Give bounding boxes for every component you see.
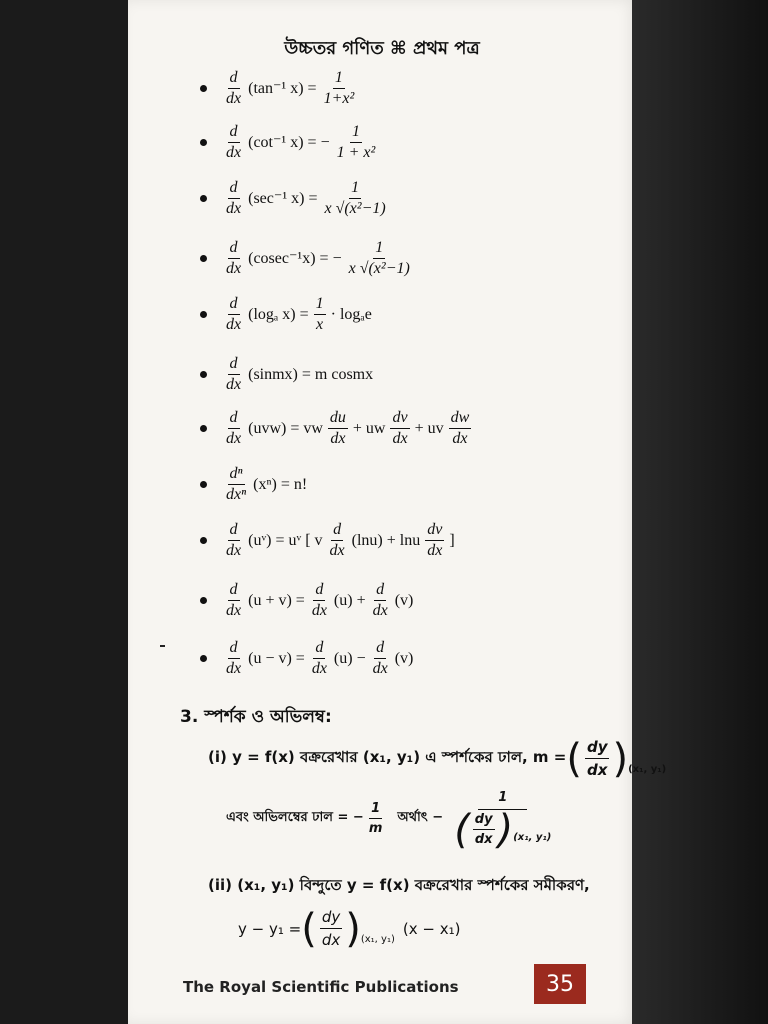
fraction-denominator: dx	[226, 90, 242, 107]
derivative-formula	[200, 582, 415, 619]
fraction-numerator: d	[228, 70, 240, 89]
normal-slope-text: এবং অভিলম্বের ঢাল = −	[226, 810, 364, 825]
paren-left: (	[454, 806, 470, 853]
equation-lhs: y − y₁ =	[238, 919, 302, 938]
paren-right: )	[497, 806, 514, 853]
fraction-numerator: d	[228, 296, 240, 315]
fraction	[224, 180, 243, 217]
fraction	[224, 640, 243, 677]
normal-slope-mid-text: অর্থাৎ −	[397, 810, 444, 825]
fraction	[310, 582, 329, 619]
formula-expression: · logₐe	[330, 305, 372, 323]
fraction-denominator: dx	[452, 430, 468, 447]
fraction	[224, 240, 243, 277]
fraction	[347, 240, 412, 277]
fraction-denominator: dx	[226, 260, 242, 277]
bullet-icon	[200, 481, 207, 488]
bullet-icon	[200, 139, 207, 146]
page-header: উচ্চতর গণিত ⌘ প্রথম পত্র	[284, 38, 480, 59]
page-number: 35	[534, 964, 586, 1004]
fraction-numerator: 1	[314, 296, 326, 315]
fraction-denominator: dxⁿ	[226, 486, 247, 503]
fraction-numerator: d	[313, 582, 325, 601]
normal-fraction	[367, 801, 385, 836]
fraction	[224, 70, 243, 107]
derivative-formula	[200, 466, 309, 503]
fraction-denominator: dx	[226, 660, 242, 677]
bullet-icon	[200, 425, 207, 432]
fraction	[390, 410, 409, 447]
fraction-numerator: dw	[449, 410, 472, 429]
evaluation-point: (x₁, y₁)	[513, 832, 552, 843]
fraction	[224, 410, 243, 447]
derivative-formula	[200, 296, 374, 333]
derivative-formula	[200, 180, 391, 217]
fraction-numerator: dy	[585, 738, 610, 759]
formula-expression: (tan⁻¹ x) =	[248, 79, 317, 97]
formula-sign: −	[332, 249, 342, 267]
bullet-icon	[200, 537, 207, 544]
fraction-denominator: dx	[474, 832, 493, 847]
formula-expression: (u) −	[333, 649, 366, 667]
fraction	[224, 582, 243, 619]
fraction-numerator: d	[374, 640, 386, 659]
derivative-formula	[200, 522, 457, 559]
formula-expression: (u) +	[333, 591, 366, 609]
fraction-numerator: d	[228, 410, 240, 429]
fraction-numerator: 1	[373, 240, 385, 259]
bullet-icon	[200, 655, 207, 662]
fraction	[310, 640, 329, 677]
fraction-numerator: 1	[349, 180, 361, 199]
derivative-formula	[200, 240, 415, 277]
normal-slope-line	[226, 790, 556, 853]
fraction-denominator: dx	[226, 602, 242, 619]
formula-expression: (u + v) =	[248, 591, 305, 609]
fraction	[328, 410, 348, 447]
fraction-denominator: x	[316, 316, 324, 333]
fraction	[449, 410, 472, 447]
fraction-denominator: dx	[329, 542, 345, 559]
formula-expression: ]	[449, 531, 455, 549]
fraction-numerator: dⁿ	[228, 466, 245, 485]
formula-expression: (lnu) + lnu	[351, 531, 421, 549]
fraction-denominator: dx	[311, 602, 327, 619]
stray-mark	[160, 645, 165, 647]
fraction-numerator: d	[228, 240, 240, 259]
section-3-heading: 3. স্পর্শক ও অভিলম্ব:	[180, 707, 332, 727]
bullet-icon	[200, 371, 207, 378]
fraction-denominator: dx	[311, 660, 327, 677]
fraction-numerator: 1	[478, 790, 527, 810]
fraction-numerator: d	[228, 582, 240, 601]
fraction-denominator: dx	[226, 316, 242, 333]
equation-rhs: (x − x₁)	[402, 919, 461, 938]
fraction	[224, 466, 248, 503]
publisher-name: The Royal Scientific Publications	[183, 978, 459, 996]
formula-expression: (cosec⁻¹x) =	[248, 249, 329, 267]
fraction-numerator: dy	[320, 908, 342, 929]
formula-expression: (xⁿ) = n!	[253, 475, 308, 493]
derivative-formula	[200, 640, 415, 677]
formula-expression: + uv	[414, 419, 444, 437]
fraction	[224, 124, 243, 161]
paren-right: )	[612, 735, 629, 782]
bullet-icon	[200, 195, 207, 202]
fraction-denominator: x √(x²−1)	[348, 260, 410, 277]
paren-right: )	[345, 905, 361, 952]
fraction-numerator: 1	[333, 70, 345, 89]
evaluation-point: (x₁, y₁)	[360, 934, 395, 945]
equation-fraction	[320, 908, 342, 949]
formula-expression: (v)	[394, 591, 414, 609]
formula-expression: (uᵛ) = uᵛ [ v	[248, 531, 323, 549]
evaluation-point: (x₁, y₁)	[628, 764, 667, 775]
fraction	[224, 296, 243, 333]
fraction-denominator: dx	[226, 542, 242, 559]
tangent-slope-fraction	[585, 738, 610, 779]
fraction-denominator: dx	[372, 602, 388, 619]
fraction-numerator: dy	[473, 812, 495, 830]
fraction	[335, 124, 378, 161]
dark-background	[632, 0, 768, 1024]
fraction	[371, 582, 390, 619]
formula-expression: (sec⁻¹ x) =	[248, 189, 318, 207]
fraction-numerator: d	[228, 356, 240, 375]
bullet-icon	[200, 255, 207, 262]
bullet-icon	[200, 311, 207, 318]
fraction	[371, 640, 390, 677]
fraction-denominator: dx	[226, 200, 242, 217]
fraction-numerator: d	[313, 640, 325, 659]
normal-reciprocal-fraction	[452, 790, 553, 853]
fraction-denominator: x √(x²−1)	[324, 200, 386, 217]
fraction-numerator: du	[328, 410, 348, 429]
fraction-denominator: dx	[226, 430, 242, 447]
fraction-denominator: dx	[321, 931, 341, 949]
derivative-formula	[200, 70, 359, 107]
formula-expression: (sinmx) = m cosmx	[248, 365, 374, 383]
fraction	[322, 180, 387, 217]
fraction-numerator: d	[374, 582, 386, 601]
fraction-numerator: 1	[369, 801, 382, 819]
derivative-formula	[200, 356, 375, 393]
fraction	[322, 70, 357, 107]
tangent-equation	[238, 905, 461, 952]
formula-expression: (cot⁻¹ x) =	[248, 133, 317, 151]
fraction-denominator: dx	[372, 660, 388, 677]
formula-sign: −	[320, 133, 330, 151]
fraction-denominator: 1+x²	[323, 90, 355, 107]
fraction	[425, 522, 444, 559]
fraction-numerator: d	[228, 640, 240, 659]
formula-expression: (u − v) =	[248, 649, 305, 667]
formula-expression: + uw	[352, 419, 386, 437]
fraction-numerator: dv	[390, 410, 409, 429]
tangent-slope-text: (i) y = f(x) বক্ররেখার (x₁, y₁) এ স্পর্শকের ঢাল, m =	[208, 748, 567, 766]
inner-fraction	[473, 812, 495, 847]
fraction	[314, 296, 326, 333]
fraction-numerator: d	[331, 522, 343, 541]
fraction-denominator: dx	[330, 430, 346, 447]
fraction-denominator: dx	[392, 430, 408, 447]
fraction-denominator: 1 + x²	[336, 144, 376, 161]
bullet-icon	[200, 597, 207, 604]
fraction	[328, 522, 347, 559]
fraction-denominator: dx	[226, 376, 242, 393]
fraction-numerator: d	[228, 522, 240, 541]
fraction-denominator: dx	[427, 542, 443, 559]
paren-left: (	[566, 735, 582, 782]
fraction	[224, 522, 243, 559]
tangent-equation-heading: (ii) (x₁, y₁) বিন্দুতে y = f(x) বক্ররেখার স্পর্শকের সমীকরণ,	[208, 876, 590, 894]
fraction-denominator	[452, 806, 553, 853]
fraction-numerator: 1	[350, 124, 362, 143]
formula-expression: (uvw) = vw	[248, 419, 323, 437]
formula-expression: (logₐ x) =	[248, 305, 309, 323]
bullet-icon	[200, 85, 207, 92]
derivative-formula	[200, 410, 474, 447]
fraction-numerator: d	[228, 180, 240, 199]
fraction-numerator: d	[228, 124, 240, 143]
derivative-formula	[200, 124, 380, 161]
formula-expression: (v)	[394, 649, 414, 667]
fraction-denominator: m	[368, 821, 383, 836]
fraction-denominator: dx	[226, 144, 242, 161]
paren-left: (	[301, 905, 317, 952]
fraction-numerator: dv	[425, 522, 444, 541]
fraction-denominator: dx	[587, 761, 608, 779]
fraction	[224, 356, 243, 393]
tangent-slope-line	[208, 735, 667, 782]
